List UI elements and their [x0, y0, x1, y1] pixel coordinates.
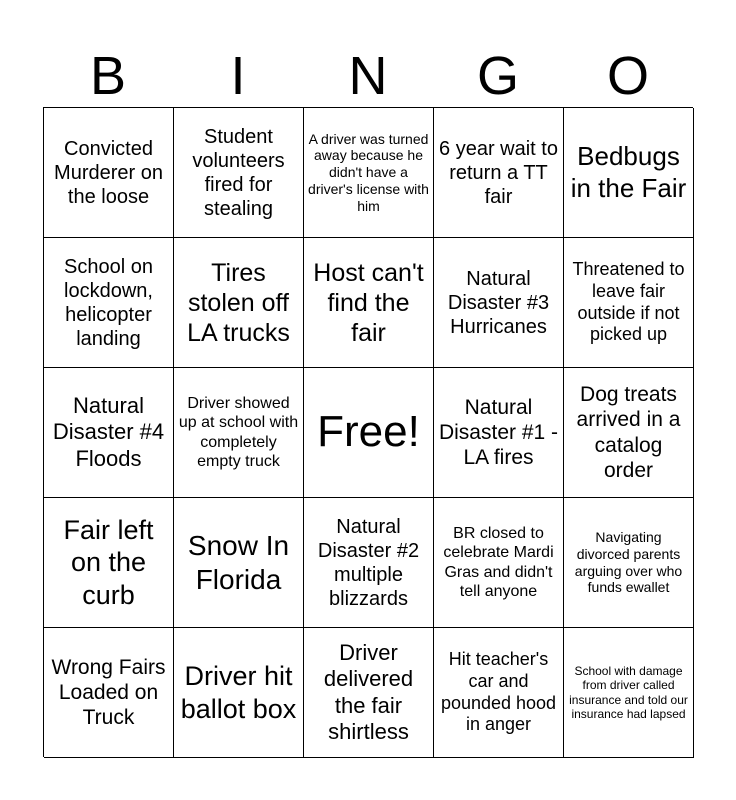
header-letter-i: I: [230, 46, 246, 106]
bingo-cell[interactable]: Student volunteers fired for stealing: [174, 108, 304, 238]
bingo-cell[interactable]: Natural Disaster #1 - LA fires: [434, 368, 564, 498]
bingo-cell[interactable]: Driver showed up at school with completely empty truck: [174, 368, 304, 498]
bingo-cell[interactable]: Host can't find the fair: [304, 238, 434, 368]
bingo-cell[interactable]: Threatened to leave fair outside if not picked up: [564, 238, 694, 368]
bingo-cell[interactable]: 6 year wait to return a TT fair: [434, 108, 564, 238]
bingo-cell[interactable]: Driver delivered the fair shirtless: [304, 628, 434, 758]
bingo-cell[interactable]: Bedbugs in the Fair: [564, 108, 694, 238]
bingo-cell[interactable]: BR closed to celebrate Mardi Gras and didn't tell anyone: [434, 498, 564, 628]
header-letter-o: O: [606, 46, 649, 106]
bingo-cell[interactable]: School on lockdown, helicopter landing: [44, 238, 174, 368]
bingo-grid: [43, 107, 693, 757]
bingo-cell[interactable]: Hit teacher's car and pounded hood in anger: [434, 628, 564, 758]
bingo-cell[interactable]: Tires stolen off LA trucks: [174, 238, 304, 368]
header-letter-n: N: [348, 46, 388, 106]
bingo-cell[interactable]: Natural Disaster #3 Hurricanes: [434, 238, 564, 368]
bingo-cell[interactable]: Convicted Murderer on the loose: [44, 108, 174, 238]
bingo-cell[interactable]: School with damage from driver called insurance and told our insurance had lapsed: [564, 628, 694, 758]
bingo-cell[interactable]: Navigating divorced parents arguing over who funds ewallet: [564, 498, 694, 628]
free-space[interactable]: Free!: [304, 368, 434, 498]
header-letter-g: G: [476, 46, 519, 106]
bingo-cell[interactable]: Natural Disaster #4 Floods: [44, 368, 174, 498]
bingo-cell[interactable]: Dog treats arrived in a catalog order: [564, 368, 694, 498]
bingo-header: [43, 44, 693, 108]
bingo-cell[interactable]: Snow In Florida: [174, 498, 304, 628]
bingo-cell[interactable]: Driver hit ballot box: [174, 628, 304, 758]
bingo-cell[interactable]: Wrong Fairs Loaded on Truck: [44, 628, 174, 758]
bingo-cell[interactable]: Natural Disaster #2 multiple blizzards: [304, 498, 434, 628]
bingo-cell[interactable]: A driver was turned away because he didn't have a driver's license with him: [304, 108, 434, 238]
bingo-cell[interactable]: Fair left on the curb: [44, 498, 174, 628]
header-letter-b: B: [89, 46, 127, 106]
